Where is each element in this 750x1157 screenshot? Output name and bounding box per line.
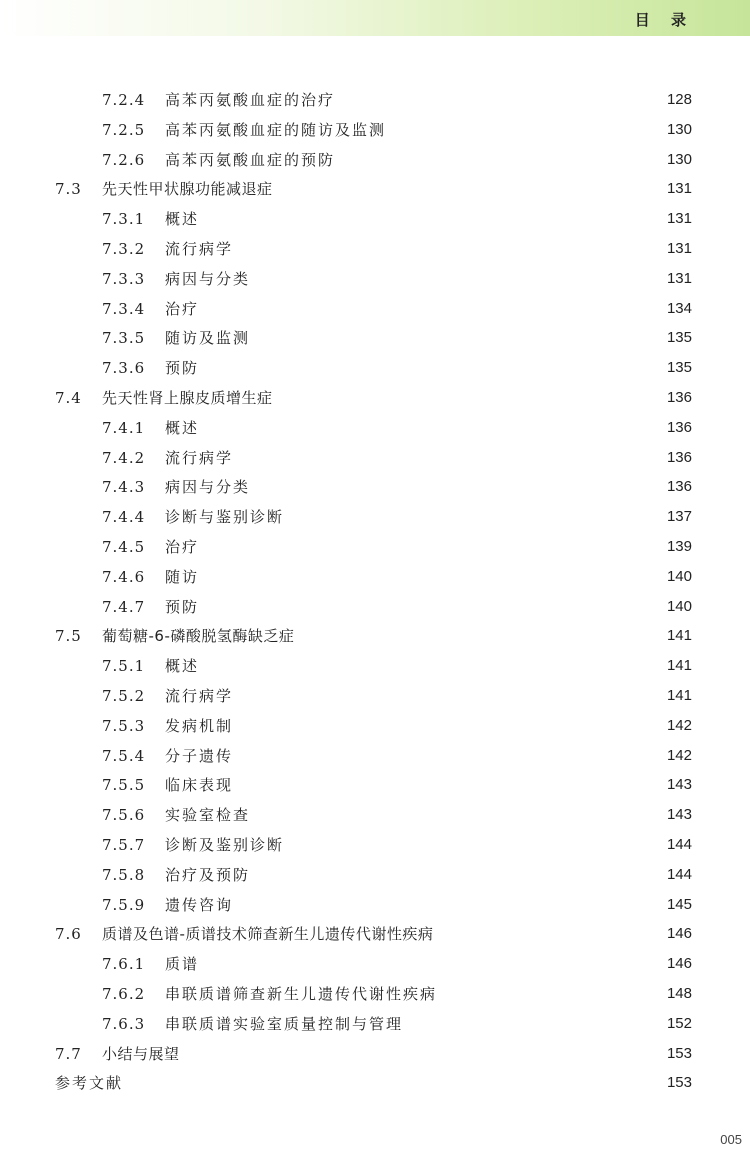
toc-leader-dots [298, 624, 656, 648]
toc-leader-dots [203, 297, 656, 321]
toc-entry[interactable] [0, 416, 750, 440]
toc-leader-dots [288, 505, 656, 529]
toc-entry-number: 7.6.1 [102, 955, 146, 974]
toc-entry[interactable] [0, 535, 750, 559]
toc-entry-title: 高苯丙氨酸血症的随访及监测 [165, 120, 387, 139]
toc-entry-page: 146 [666, 925, 692, 943]
toc-leader-dots [237, 714, 656, 738]
toc-entry-title: 质谱及色谱-质谱技术筛查新生儿遗传代谢性疾病 [102, 925, 434, 944]
toc-entry-page: 146 [666, 955, 692, 973]
toc-entry[interactable] [0, 654, 750, 678]
toc-entry-title: 质谱 [165, 955, 200, 974]
header-title: 目 录 [634, 11, 694, 29]
toc-leader-dots [203, 654, 656, 678]
toc-entry-page: 139 [666, 538, 692, 555]
toc-entry-number: 7.2.6 [102, 150, 146, 169]
toc-entry-number: 7.2.4 [102, 91, 146, 109]
toc-entry[interactable] [0, 177, 750, 201]
toc-entry-title: 串联质谱实验室质量控制与管理 [165, 1014, 404, 1033]
toc-entry-number: 7.5.2 [102, 687, 146, 705]
toc-entry[interactable] [0, 207, 750, 231]
toc-entry[interactable] [0, 297, 750, 321]
toc-leader-dots [203, 952, 656, 976]
toc-entry[interactable] [0, 773, 750, 797]
toc-entry-title: 流行病学 [165, 687, 234, 705]
toc-leader-dots [441, 982, 656, 1006]
toc-entry-title: 先天性甲状腺功能减退症 [102, 180, 273, 199]
toc-entry[interactable] [0, 1071, 750, 1095]
toc-entry-title: 葡萄糖-6-磷酸脱氢酶缺乏症 [102, 627, 295, 646]
toc-leader-dots [254, 326, 656, 350]
toc-entry-number: 7.6.2 [102, 985, 146, 1003]
toc-entry-page: 131 [666, 210, 692, 228]
toc-entry[interactable] [0, 893, 750, 917]
toc-entry[interactable] [0, 326, 750, 350]
toc-entry[interactable] [0, 267, 750, 291]
toc-entry-number: 7.3.5 [102, 329, 146, 348]
toc-leader-dots [237, 893, 656, 917]
toc-leader-dots [203, 207, 656, 231]
toc-entry-number: 7.6 [55, 925, 82, 944]
toc-entry-number: 7.4 [55, 389, 82, 407]
toc-entry-title: 串联质谱筛查新生儿遗传代谢性疾病 [165, 985, 438, 1003]
toc-leader-dots [277, 386, 656, 410]
toc-leader-dots [184, 1042, 656, 1066]
toc-entry[interactable] [0, 565, 750, 589]
toc-entry-title: 遗传咨询 [165, 895, 234, 914]
toc-entry-title: 预防 [165, 359, 200, 378]
toc-leader-dots [237, 446, 656, 470]
toc-entry-title: 分子遗传 [165, 746, 234, 765]
toc-entry[interactable] [0, 684, 750, 708]
toc-entry[interactable] [0, 833, 750, 857]
toc-entry-title: 诊断及鉴别诊断 [165, 836, 285, 854]
toc-entry-number: 7.5.3 [102, 716, 146, 735]
toc-leader-dots [254, 267, 656, 291]
toc-leader-dots [254, 863, 656, 887]
toc-entry-title: 概述 [165, 418, 200, 437]
toc-entry-number: 7.3.4 [102, 299, 146, 318]
toc-entry-number: 7.3.2 [102, 240, 146, 258]
toc-entry[interactable] [0, 982, 750, 1006]
toc-entry-page: 135 [666, 329, 692, 347]
toc-entry[interactable] [0, 595, 750, 619]
toc-entry-page: 142 [666, 746, 692, 764]
toc-entry[interactable] [0, 952, 750, 976]
toc-entry-title: 小结与展望 [102, 1044, 180, 1063]
toc-entry-page: 131 [666, 180, 692, 198]
toc-entry-page: 153 [666, 1044, 692, 1062]
toc-entry-page: 130 [666, 120, 692, 138]
toc-entry-page: 130 [666, 150, 692, 168]
toc-entry-title: 高苯丙氨酸血症的治疗 [165, 91, 336, 109]
toc-leader-dots [203, 416, 656, 440]
toc-entry-number: 7.4.5 [102, 538, 146, 556]
toc-entry-number: 7.4.3 [102, 478, 146, 497]
toc-leader-dots [437, 922, 656, 946]
toc-leader-dots [339, 88, 656, 112]
toc-leader-dots [203, 565, 656, 589]
toc-entry-title: 治疗 [165, 538, 200, 556]
toc-entry[interactable] [0, 88, 750, 112]
toc-entry-title: 概述 [165, 210, 200, 229]
toc-entry-number: 7.4.7 [102, 597, 146, 616]
toc-entry-page: 136 [666, 478, 692, 496]
toc-entry-title: 治疗 [165, 299, 200, 318]
toc-entry-number: 7.4.2 [102, 448, 146, 467]
toc-entry-page: 140 [666, 567, 692, 585]
toc-entry-page: 144 [666, 865, 692, 883]
toc-entry-title: 参考文献 [55, 1074, 124, 1093]
toc-entry-page: 153 [666, 1074, 692, 1092]
toc-entry-page: 141 [666, 687, 692, 704]
toc-entry[interactable] [0, 356, 750, 380]
toc-entry-number: 7.3.3 [102, 269, 146, 288]
toc-leader-dots [339, 148, 656, 172]
toc-entry-title: 病因与分类 [165, 478, 251, 497]
toc-entry-title: 临床表现 [165, 776, 234, 795]
toc-entry[interactable] [0, 446, 750, 470]
toc-entry[interactable] [0, 803, 750, 827]
toc-entry[interactable] [0, 505, 750, 529]
toc-entry-page: 142 [666, 716, 692, 734]
toc-entry-page: 136 [666, 418, 692, 436]
toc-entry-page: 137 [666, 508, 692, 526]
toc-entry[interactable] [0, 863, 750, 887]
toc-entry-title: 诊断与鉴别诊断 [165, 508, 285, 527]
toc-entry-page: 131 [666, 269, 692, 287]
toc-entry-number: 7.5.1 [102, 657, 146, 676]
toc-entry-page: 152 [666, 1014, 692, 1032]
toc-entry-number: 7.3.6 [102, 359, 146, 378]
toc-leader-dots [277, 177, 656, 201]
toc-entry[interactable] [0, 237, 750, 261]
toc-entry-page: 148 [666, 985, 692, 1002]
toc-entry-title: 流行病学 [165, 240, 234, 258]
toc-entry-page: 140 [666, 597, 692, 615]
toc-entry-title: 概述 [165, 657, 200, 676]
toc-entry[interactable] [0, 148, 750, 172]
toc-entry-page: 141 [666, 657, 692, 675]
toc-entry-page: 143 [666, 806, 692, 824]
toc-entry-number: 7.5.8 [102, 865, 146, 884]
toc-entry-title: 预防 [165, 597, 200, 616]
toc-entry-page: 136 [666, 448, 692, 466]
toc-entry-page: 141 [666, 627, 692, 645]
toc-entry-page: 145 [666, 895, 692, 913]
toc-entry-number: 7.3.1 [102, 210, 146, 229]
toc-entry-number: 7.4.6 [102, 567, 146, 586]
toc-entry-page: 135 [666, 359, 692, 377]
toc-entry-number: 7.3 [55, 180, 82, 199]
toc-entry-number: 7.5.9 [102, 895, 146, 914]
toc-entry-page: 144 [666, 836, 692, 853]
toc-leader-dots [254, 803, 656, 827]
toc-entry-number: 7.5.4 [102, 746, 146, 765]
toc-leader-dots [237, 684, 656, 708]
toc-entry-page: 134 [666, 299, 692, 317]
toc-leader-dots [237, 744, 656, 768]
toc-entry-title: 实验室检查 [165, 806, 251, 825]
toc-leader-dots [390, 118, 656, 142]
toc-entry-number: 7.5.6 [102, 806, 146, 825]
toc-entry-number: 7.7 [55, 1044, 82, 1063]
toc-entry-title: 随访及监测 [165, 329, 251, 348]
toc-leader-dots [237, 237, 656, 261]
toc-entry[interactable] [0, 744, 750, 768]
toc-entry-title: 治疗及预防 [165, 865, 251, 884]
toc-entry[interactable] [0, 922, 750, 946]
toc-leader-dots [288, 833, 656, 857]
toc-entry-title: 先天性肾上腺皮质增生症 [102, 389, 273, 407]
toc-leader-dots [127, 1071, 656, 1095]
toc-entry-number: 7.4.1 [102, 418, 146, 437]
toc-entry-page: 128 [666, 91, 692, 108]
toc-entry[interactable] [0, 475, 750, 499]
toc-leader-dots [203, 535, 656, 559]
toc-entry[interactable] [0, 1012, 750, 1036]
toc-leader-dots [407, 1012, 656, 1036]
toc-leader-dots [203, 595, 656, 619]
toc-entry[interactable] [0, 118, 750, 142]
toc-entry[interactable] [0, 624, 750, 648]
toc-entry-title: 病因与分类 [165, 269, 251, 288]
toc-entry-number: 7.4.4 [102, 508, 146, 527]
toc-entry-number: 7.5.7 [102, 836, 146, 854]
toc-entry[interactable] [0, 386, 750, 410]
toc-leader-dots [203, 356, 656, 380]
toc-entry-page: 136 [666, 389, 692, 406]
toc-entry-title: 随访 [165, 567, 200, 586]
toc-entry[interactable] [0, 714, 750, 738]
toc-entry[interactable] [0, 1042, 750, 1066]
toc-entry-title: 流行病学 [165, 448, 234, 467]
toc-leader-dots [237, 773, 656, 797]
toc-entry-number: 7.2.5 [102, 120, 146, 139]
toc-entry-number: 7.6.3 [102, 1014, 146, 1033]
toc-entry-page: 143 [666, 776, 692, 794]
toc-entry-title: 发病机制 [165, 716, 234, 735]
toc-leader-dots [254, 475, 656, 499]
page-number: 005 [720, 1132, 742, 1147]
toc-entry-number: 7.5 [55, 627, 82, 646]
toc-entry-page: 131 [666, 240, 692, 257]
toc-entry-title: 高苯丙氨酸血症的预防 [165, 150, 336, 169]
toc-entry-number: 7.5.5 [102, 776, 146, 795]
